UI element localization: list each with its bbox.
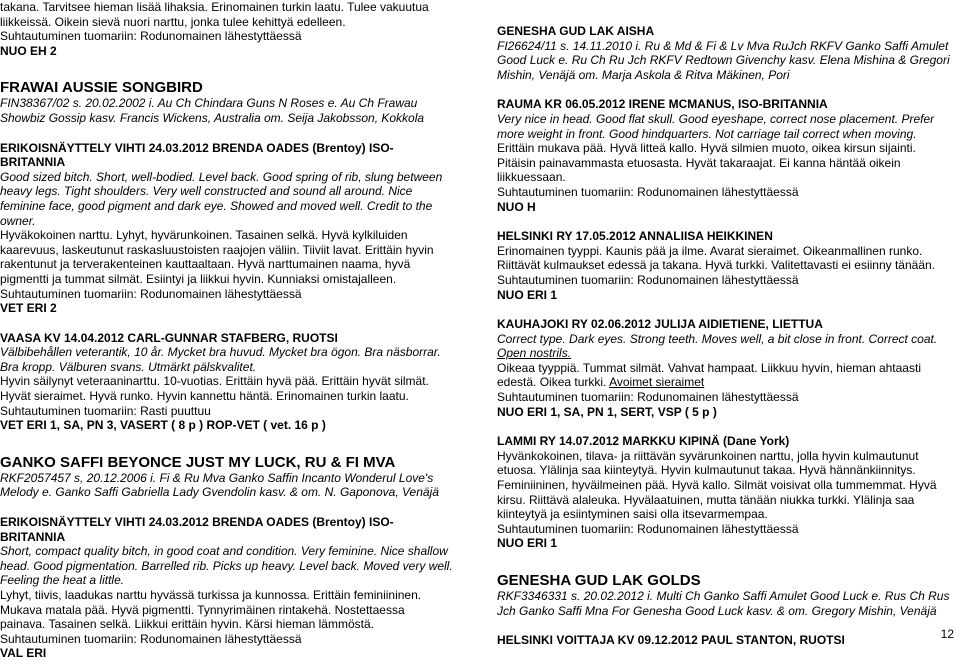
- text-line: pigmentti ja tummat silmät. Esiintyi ja liikkui hyvin. Kunniaksi omistajalleen.: [0, 271, 397, 286]
- text-line: Open nostrils.: [497, 346, 572, 361]
- critique-english: [0, 544, 470, 588]
- text-line: Oikeaa tyyppiä. Tummat silmät. Vahvat hampaat. Liikkuu hyvin, hieman ahtaasti: [497, 360, 921, 375]
- intro-text: [0, 0, 470, 58]
- result-line: NUO EH 2: [0, 43, 57, 58]
- pedigree: [497, 589, 959, 618]
- text-line: painava. Tasainen selkä. Liikkui erittäin hyvin. Kärsi hieman lämmöstä.: [0, 617, 374, 632]
- show-title: RAUMA KR 06.05.2012 IRENE MCMANUS, ISO-BRITANNIA: [497, 97, 828, 112]
- critique-swedish: [0, 345, 470, 374]
- page-number: 12: [940, 627, 954, 642]
- text-line: Hyväkokoinen narttu. Lyhyt, hyvärunkoinen. Tasainen selkä. Hyvä kylkiluiden: [0, 228, 408, 243]
- critique-finnish: [497, 449, 959, 537]
- text-line: more weight in front. Good hindquarters. Not carriage tail correct when moving.: [497, 126, 917, 141]
- dog-name-heading: FRAWAI AUSSIE SONGBIRD: [0, 79, 203, 97]
- result-line: NUO H: [497, 199, 536, 214]
- text-line: Feminiininen, hyväilmeinen pää. Hyvä kallo. Silmät voisivat olla tummemmat. Hyvä: [497, 478, 937, 493]
- show-title: LAMMI RY 14.07.2012 MARKKU KIPINÄ (Dane York): [497, 434, 790, 449]
- text-line: Pitäisin painavammasta etuosasta. Hyvät takaraajat. Ei kanna häntää oikein: [497, 155, 901, 170]
- text-line: heavy legs. Tight shoulders. Very well constructed and sound all around. Nice: [0, 184, 413, 199]
- text-line: owner.: [0, 213, 36, 228]
- result-line: NUO ERI 1: [497, 536, 558, 551]
- result-line: VAL ERI: [0, 646, 47, 661]
- text-line: head. Good pigmentation. Barrelled rib. Picks up heavy. Level back. Moved very well.: [0, 558, 453, 573]
- text-line: Good sized bitch. Short, well-bodied. Level back. Good spring of rib, slung between: [0, 169, 443, 184]
- critique-finnish: [497, 141, 959, 199]
- show-title: ERIKOISNÄYTTELY VIHTI 24.03.2012 BRENDA OADES (Brentoy) ISO-: [0, 515, 394, 530]
- text-line: Showbiz Gossip kasv. Francis Wickens, Australia om. Seija Jakobsson, Kokkola: [0, 110, 425, 125]
- show-title: BRITANNIA: [0, 155, 66, 170]
- text-line: kaarevuus, laskeutunut raskasluustoisten raajojen väliin. Tiiviit lavat. Erittäin hyvin: [0, 242, 434, 257]
- critique-english: [0, 170, 470, 228]
- text-line: Very nice in head. Good flat skull. Good eyeshape, correct nose placement. Prefer: [497, 111, 935, 126]
- text-line: rakentunut ja terverakenteinen kauttaaltaan. Hyvä narttumainen naama, hyvä: [0, 257, 411, 272]
- pedigree: [0, 471, 470, 500]
- text-line: Suhtautuminen tuomariin: Rodunomainen lähestyttäessä: [497, 521, 799, 536]
- text-line: Suhtautuminen tuomariin: Rodunomainen lähestyttäessä: [0, 29, 302, 44]
- critique-finnish: [0, 374, 470, 418]
- text-line: Suhtautuminen tuomariin: Rodunomainen lähestyttäessä: [0, 286, 302, 301]
- text-line: liikkuessaan.: [497, 170, 566, 185]
- text-line: RKF3346331 s. 20.02.2012 i. Multi Ch Ganko Saffi Amulet Good Luck e. Rus Ch Rus: [497, 589, 950, 603]
- text-line: Suhtautuminen tuomariin: Rodunomainen lähestyttäessä: [497, 184, 799, 199]
- text-line: Suhtautuminen tuomariin: Rasti puuttuu: [0, 403, 211, 418]
- show-title: HELSINKI VOITTAJA KV 09.12.2012 PAUL STANTON, RUOTSI: [497, 633, 845, 648]
- text-line: kiinteytyä ja esiintyminen saisi olla itsevarmempaa.: [497, 507, 768, 522]
- dog-name-heading: GANKO SAFFI BEYONCE JUST MY LUCK, RU & FI MVA: [0, 453, 396, 471]
- show-title: HELSINKI RY 17.05.2012 ANNALIISA HEIKKINEN: [497, 229, 773, 244]
- text-line: Hyvin säilynyt veteraaninarttu. 10-vuotias. Erittäin hyvä pää. Erittäin hyvät silmät.: [0, 374, 429, 389]
- dog-name-heading: GENESHA GUD LAK GOLDS: [497, 572, 701, 589]
- text-line: FI26624/11 s. 14.11.2010 i. Ru & Md & Fi & Lv Mva RuJch RKFV Ganko Saffi Amulet: [497, 38, 949, 53]
- text-line: FIN38367/02 s. 20.02.2002 i. Au Ch Chindara Guns N Roses e. Au Ch Frawau: [0, 96, 418, 111]
- critique-finnish: [0, 588, 470, 646]
- right-column: [497, 24, 959, 648]
- result-line: VET ERI 1, SA, PN 3, VASERT ( 8 p ) ROP-VET ( vet. 16 p ): [0, 418, 326, 433]
- critique-finnish: [497, 361, 959, 405]
- pedigree: [0, 96, 470, 125]
- critique-english: [497, 112, 959, 141]
- text-line: Erittäin mukava pää. Hyvä litteä kallo. Hyvä silmien muoto, oikea kirsun sijainti.: [497, 141, 916, 156]
- result-line: VET ERI 2: [0, 301, 57, 316]
- text-line: RKF2057457 s, 20.12.2006 i. Fi & Ru Mva Ganko Saffin Incanto Wonderul Love's: [0, 470, 434, 485]
- text-line: Short, compact quality bitch, in good coat and condition. Very feminine. Nice shallow: [0, 544, 448, 559]
- text-line: Melody e. Ganko Saffi Gabriella Lady Gvendolin kasv. & om. N. Gaponova, Venäjä: [0, 485, 439, 500]
- text-line: Erinomainen tyyppi. Kaunis pää ja ilme. Avarat sieraimet. Oikeanmallinen runko.: [497, 243, 923, 258]
- text-line: Jch Ganko Saffi Mna For Genesha Good Luck kasv. & om. Gregory Mishin, Venäjä: [497, 603, 937, 618]
- text-line: liikkeissä. Oikein sievä nuori narttu, jonka tulee kehittyä edelleen.: [0, 14, 346, 29]
- text-line: [497, 375, 959, 390]
- text-line: Lyhyt, tiivis, laadukas narttu hyvässä turkissa ja kunnossa. Erittäin feminiininen.: [0, 588, 422, 602]
- left-column: [0, 0, 470, 661]
- text-line: kirsu. Riittävä alaleuka. Hyvälaatuinen, mutta tänään niukka turkki. Ylälinja saa: [497, 492, 915, 507]
- show-title: KAUHAJOKI RY 02.06.2012 JULIJA AIDIETIENE, LIETTUA: [497, 317, 823, 332]
- text-line: Feeling the heat a little.: [0, 573, 125, 588]
- text-line: Välbibehållen veterantik, 10 år. Mycket bra huvud. Mycket bra ögon. Bra näsborrar.: [0, 345, 441, 360]
- text-line: feminine face, good pigment and dark eye. Showed and moved well. Credit to the: [0, 198, 433, 213]
- text-line: takana. Tarvitsee hieman lisää lihaksia. Erinomainen turkin laatu. Tulee vakuutua: [0, 0, 429, 14]
- text-line: Mukava matala pää. Hyvä pigmentti. Tynnyrimäinen rintakehä. Nostettaessa: [0, 602, 405, 617]
- text-line: etuosa. Ylälinja saa kiinteytyä. Hyvin kulmautunut takaa. Hyvä hännänkiinnitys.: [497, 463, 916, 478]
- text-line: Correct type. Dark eyes. Strong teeth. Moves well, a bit close in front. Correct coat.: [497, 331, 938, 346]
- show-title: ERIKOISNÄYTTELY VIHTI 24.03.2012 BRENDA OADES (Brentoy) ISO-: [0, 140, 394, 155]
- text-line: Riittävät kulmaukset edessä ja takana. Hyvä turkki. Valitettavasti ei esiinny tänään.: [497, 258, 935, 273]
- show-title: VAASA KV 14.04.2012 CARL-GUNNAR STAFBERG, RUOTSI: [0, 330, 338, 345]
- text-line: Suhtautuminen tuomariin: Rodunomainen lähestyttäessä: [497, 272, 799, 287]
- text-line: Good Luck e. Ru Ch Ru Jch RKFV Redtown Givenchy kasv. Elena Mishina & Gregori: [497, 53, 950, 68]
- dog-name: GENESHA GUD LAK AISHA: [497, 24, 655, 38]
- text-line: Hyvät sieraimet. Hyvä runko. Hyvin kannettu häntä. Erinomainen turkin laatu.: [0, 389, 409, 404]
- critique-finnish: [497, 244, 959, 288]
- text-line: Hyvänkokoinen, tilava- ja riittävän syvärunkoinen narttu, jolla hyvin kulmautunut: [497, 448, 919, 463]
- text-segment: Avoimet sieraimet: [609, 375, 705, 390]
- text-line: Bra kropp. Välburen svans. Utmärkt pälskvalitet.: [0, 359, 257, 374]
- result-line: NUO ERI 1, SA, PN 1, SERT, VSP ( 5 p ): [497, 404, 717, 419]
- show-title: BRITANNIA: [0, 529, 66, 544]
- critique-finnish: [0, 228, 470, 301]
- text-line: Mishin, Venäjä om. Marja Askola & Ritva Mäkinen, Pori: [497, 67, 790, 82]
- text-segment: edestä. Oikea turkki.: [497, 375, 610, 390]
- text-line: Suhtautuminen tuomariin: Rodunomainen lähestyttäessä: [0, 631, 302, 646]
- result-line: NUO ERI 1: [497, 287, 558, 302]
- pedigree: [497, 39, 959, 83]
- text-line: Suhtautuminen tuomariin: Rodunomainen lähestyttäessä: [497, 390, 799, 405]
- critique-english: [497, 332, 959, 361]
